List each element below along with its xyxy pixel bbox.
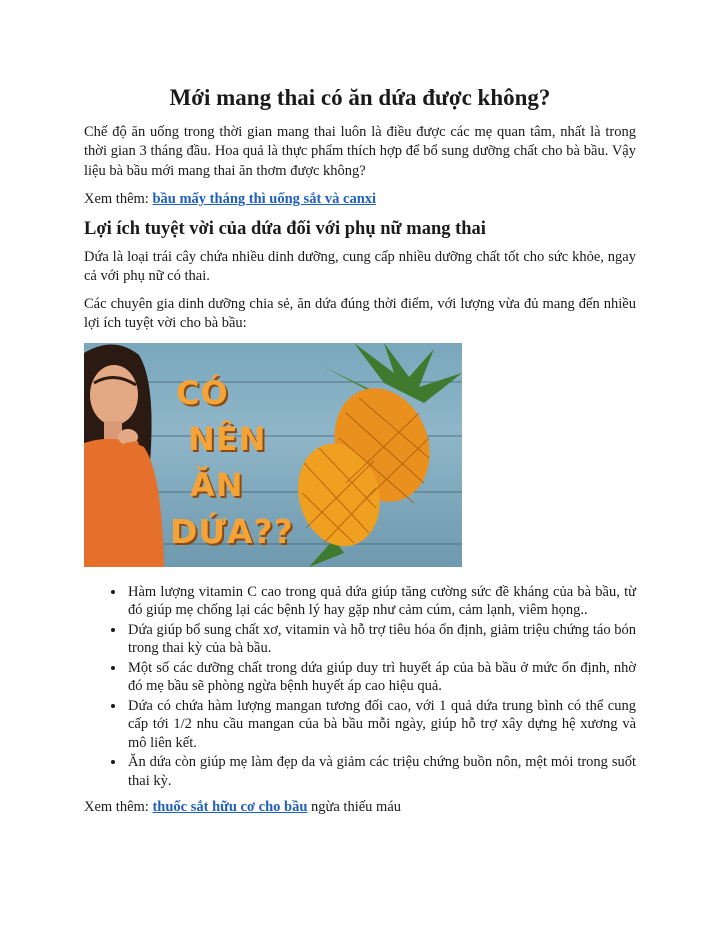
paragraph-experts: Các chuyên gia dinh dưỡng chia sẻ, ăn dứa đúng thời điểm, với lượng vừa đủ mang đến nhiều lợi ích tuyệt vời cho bà bầu:	[84, 295, 636, 332]
image-text-nen: NÊN	[188, 419, 267, 458]
see-more-prefix: Xem thêm:	[84, 191, 153, 208]
link-iron-calcium[interactable]: bầu mấy tháng thì uống sắt và canxi	[152, 191, 377, 208]
image-text-co: CÓ	[176, 373, 229, 412]
paragraph-nutrition: Dứa là loại trái cây chứa nhiều dinh dưỡng, cung cấp nhiều dưỡng chất tốt cho sức khỏe, ngay cả với phụ nữ có thai.	[84, 248, 636, 285]
link-organic-iron[interactable]: thuốc sắt hữu cơ cho bầu	[152, 799, 308, 816]
list-item: • Dứa giúp bổ sung chất xơ, vitamin và hỗ trợ tiêu hóa ổn định, giảm triệu chứng táo bón trong thai kỳ của bà bầu.	[126, 621, 636, 658]
list-item: • Một số các dưỡng chất trong dứa giúp duy trì huyết áp của bà bầu ở mức ổn định, nhờ đó mẹ bầu sẽ phòng ngừa bệnh huyết áp cao hiệu quả.	[126, 659, 636, 696]
section-heading: Lợi ích tuyệt vời của dứa đối với phụ nữ mang thai	[84, 218, 486, 239]
page-title: Mới mang thai có ăn dứa được không?	[169, 85, 551, 110]
list-item: • Dứa có chứa hàm lượng mangan tương đối cao, với 1 quả dứa trung bình có thể cung cấp tới 1/2 nhu cầu mangan của bà bầu mỗi ngày, giúp hỗ trợ xây dựng hệ xương và mô liên kết.	[126, 697, 636, 753]
image-text-an: ĂN	[190, 465, 244, 504]
see-more-line-1	[84, 190, 636, 210]
image-text-dua: DỨA??	[170, 511, 294, 551]
see-more-prefix: Xem thêm:	[84, 799, 153, 816]
see-more-line-2	[84, 798, 636, 818]
list-item: • Hàm lượng vitamin C cao trong quả dứa giúp tăng cường sức đề kháng của bà bầu, từ đó giúp mẹ chống lại các bệnh lý hay gặp như cảm cúm, cảm lạnh, viêm họng..	[126, 583, 636, 620]
see-more-suffix: ngừa thiếu máu	[307, 799, 402, 816]
list-item: • Ăn dứa còn giúp mẹ làm đẹp da và giảm các triệu chứng buồn nôn, mệt mỏi trong suốt thai kỳ.	[126, 753, 636, 790]
pineapple-pregnancy-image	[84, 343, 462, 567]
benefits-list	[84, 583, 636, 791]
intro-paragraph: Chế độ ăn uống trong thời gian mang thai luôn là điều được các mẹ quan tâm, nhất là trong thời gian 3 tháng đầu. Hoa quả là thực phẩm thích hợp để bổ sung dưỡng chất cho bà bầu. Vậy liệu bà bầu mới mang thai ăn thơm được không?	[84, 123, 636, 179]
